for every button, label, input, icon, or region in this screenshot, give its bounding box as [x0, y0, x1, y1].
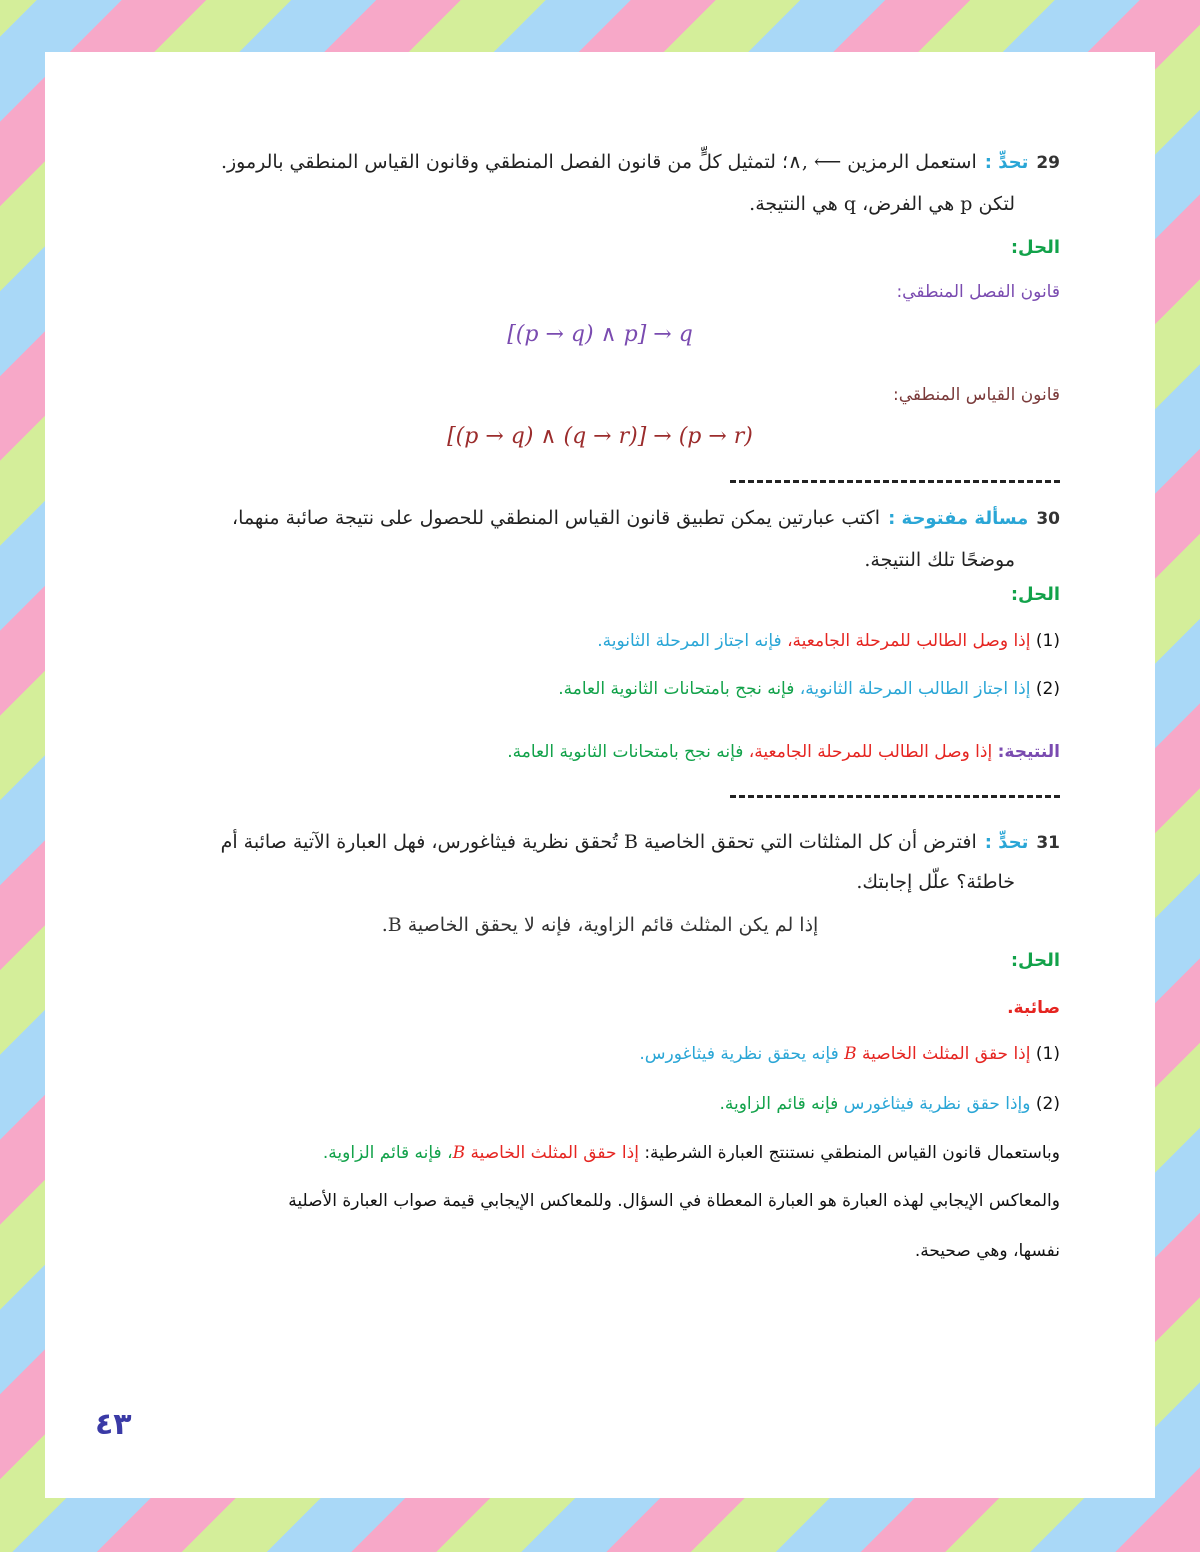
page [45, 52, 1155, 1498]
q30-item1 [597, 627, 1060, 655]
q29-line1 [221, 142, 1060, 183]
q29-law1-label: قانون الفصل المنطقي: [896, 282, 1060, 302]
q30-line1 [232, 498, 1060, 539]
q31-tag: تحدٍّ : [984, 832, 1029, 853]
q31-item1-num: (1) [1035, 1044, 1060, 1064]
q30-solution-label: الحل: [1010, 584, 1060, 605]
q31-item1-var: B [844, 1044, 857, 1064]
q30-item2-num: (2) [1035, 679, 1060, 699]
q29-law2-formula: [(p → q) ∧ (q → r)] → (p → r) [447, 424, 753, 449]
q30-result [507, 738, 1060, 766]
q30-number: 30 [1036, 509, 1060, 529]
q31-conclusion-b: ، فإنه قائم الزاوية. [322, 1143, 453, 1163]
q30-tag: مسألة مفتوحة : [888, 508, 1029, 529]
q29-number: 29 [1036, 153, 1060, 173]
q31-item2 [719, 1090, 1060, 1118]
q29-law2-label: قانون القياس المنطقي: [893, 385, 1060, 405]
q31-conclusion-a: إذا حقق المثلث الخاصية [470, 1143, 639, 1163]
q30-text1: اكتب عبارتين يمكن تطبيق قانون القياس المنطقي للحصول على نتيجة صائبة منهما، [232, 507, 881, 529]
q31-conclusion [323, 1139, 1060, 1167]
q31-answer: صائبة. [1007, 998, 1060, 1018]
q30-item1-b: فإنه اجتاز المرحلة الثانوية. [597, 631, 782, 651]
q31-item1-b: فإنه يحقق نظرية فيثاغورس. [639, 1044, 839, 1064]
divider-2 [730, 795, 1060, 798]
q30-item2-a: إذا اجتاز الطالب المرحلة الثانوية، [799, 679, 1031, 699]
q31-conclusion-intro: وباستعمال قانون القياس المنطقي نستنتج العبارة الشرطية: [644, 1143, 1060, 1163]
q29-text1: استعمل الرمزين ⟵ ,∧؛ لتمثيل كلٍّ من قانون الفصل المنطقي وقانون القياس المنطقي بالرموز. [220, 151, 977, 173]
q30-text2: موضحًا تلك النتيجة. [864, 549, 1015, 571]
q31-text2: خاطئة؟ علّل إجابتك. [856, 871, 1015, 893]
q31-number: 31 [1036, 833, 1060, 853]
q30-result-b: فإنه نجح بامتحانات الثانوية العامة. [507, 742, 744, 762]
q30-result-a: إذا وصل الطالب للمرحلة الجامعية، [748, 742, 993, 762]
q31-conclusion-var: B [452, 1143, 466, 1163]
q31-item2-num: (2) [1035, 1094, 1060, 1114]
q29-law1-formula: [(p → q) ∧ p] → q [507, 322, 693, 347]
q31-item1-a: إذا حقق المثلث الخاصية [862, 1044, 1031, 1064]
q31-paragraph-line1: والمعاكس الإيجابي لهذه العبارة هو العبارة المعطاة في السؤال. وللمعاكس الإيجابي قيمة صواب العبارة الأصلية [288, 1191, 1060, 1211]
q29-solution-label: الحل: [1010, 237, 1060, 258]
q30-item1-num: (1) [1035, 631, 1060, 651]
q31-item2-a: وإذا حقق نظرية فيثاغورس [843, 1094, 1031, 1114]
q29-tag: تحدٍّ : [984, 152, 1029, 173]
q31-line1 [221, 822, 1060, 863]
q31-paragraph-line2: نفسها، وهي صحيحة. [914, 1241, 1060, 1261]
q30-item2 [558, 675, 1060, 703]
q29-text2: لتكن p هي الفرض، q هي النتيجة. [749, 193, 1015, 215]
q31-solution-label: الحل: [1010, 950, 1060, 971]
q31-text1: افترض أن كل المثلثات التي تحقق الخاصية B تُحقق نظرية فيثاغورس، فهل العبارة الآتية صائبة أم [220, 831, 977, 853]
q30-result-label: النتيجة: [997, 742, 1060, 762]
q30-item1-a: إذا وصل الطالب للمرحلة الجامعية، [787, 631, 1031, 651]
q30-item2-b: فإنه نجح بامتحانات الثانوية العامة. [558, 679, 795, 699]
q31-statement: إذا لم يكن المثلث قائم الزاوية، فإنه لا يحقق الخاصية B. [381, 914, 819, 936]
q31-item2-b: فإنه قائم الزاوية. [719, 1094, 839, 1114]
page-number: ٤٣ [95, 1407, 132, 1442]
q31-item1 [639, 1040, 1060, 1068]
divider-1 [730, 480, 1060, 483]
